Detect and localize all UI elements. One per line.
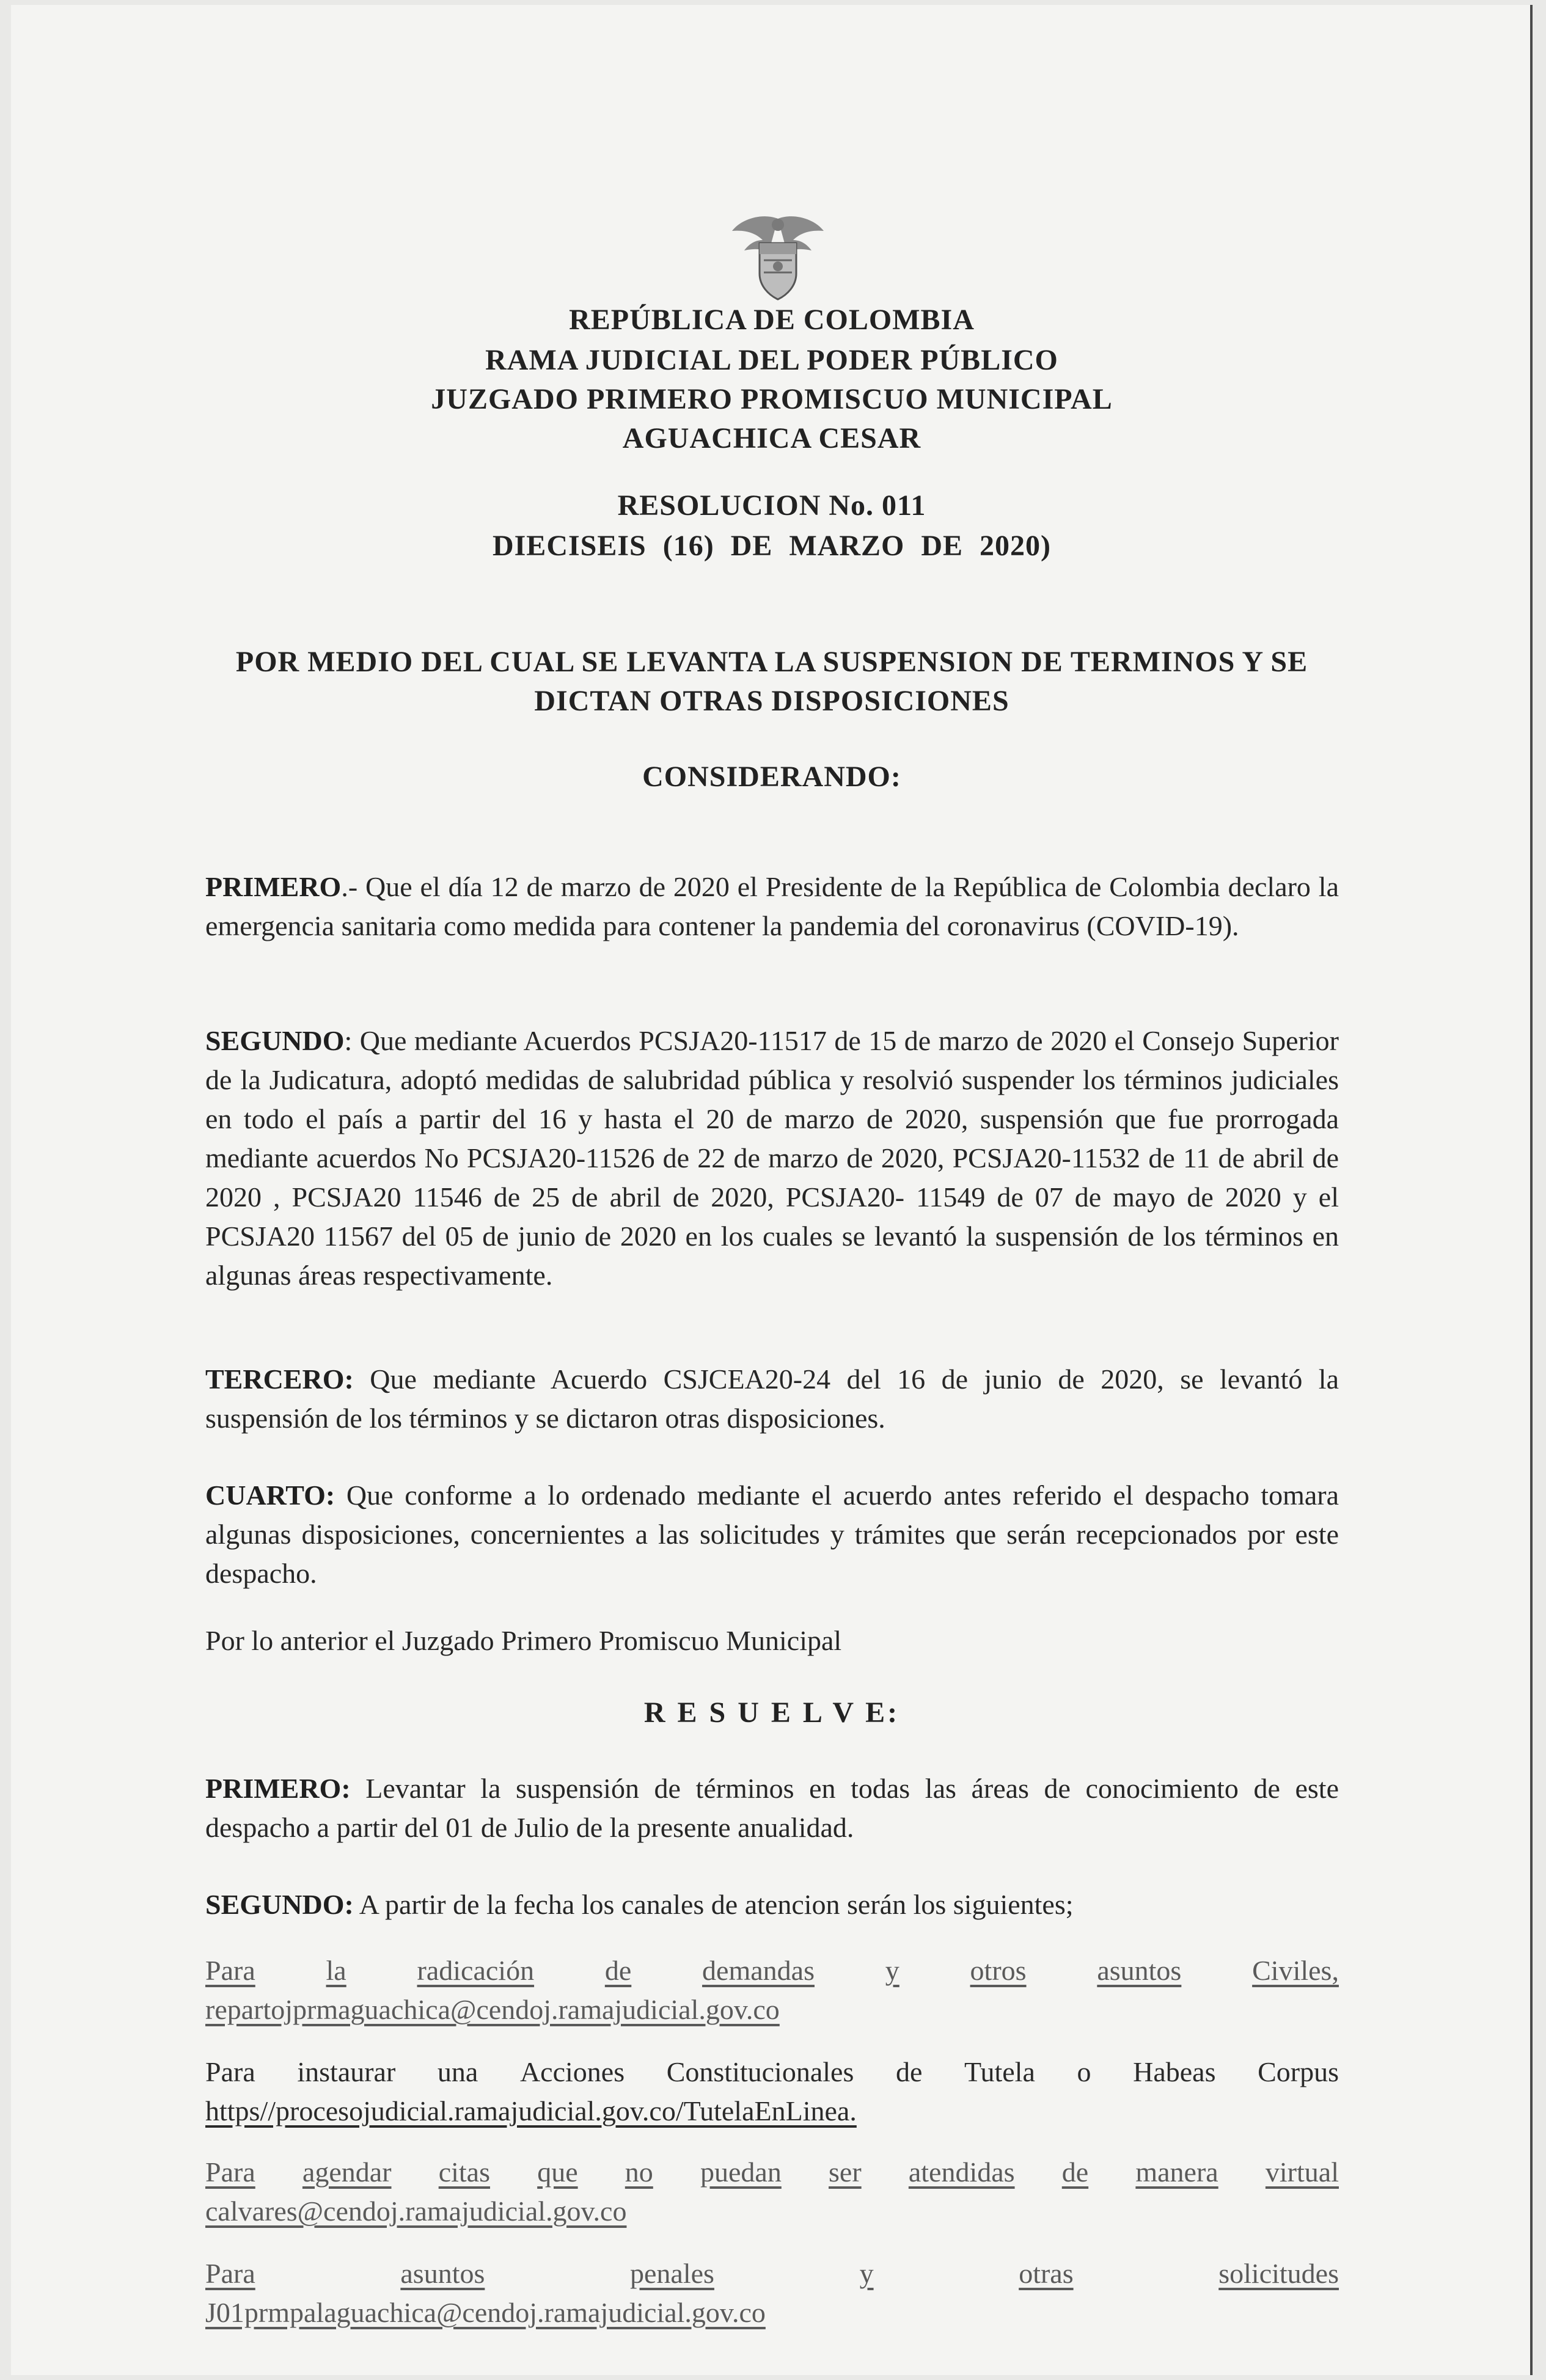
channel-description — [205, 1951, 1339, 1990]
channel-word: o — [1077, 2056, 1091, 2087]
channel-word: ser — [829, 2156, 862, 2188]
considering-heading: CONSIDERANDO: — [642, 761, 901, 793]
channel-word: de — [1061, 2156, 1089, 2188]
consideration-segundo — [205, 1021, 1339, 1295]
consideration-sep: .- — [341, 871, 366, 902]
channel-appointments — [205, 2153, 1339, 2231]
channel-word: Para — [205, 2156, 255, 2188]
channel-tutela — [205, 2053, 1339, 2131]
header-court: JUZGADO PRIMERO PROMISCUO MUNICIPAL — [431, 383, 1113, 415]
channel-word: Habeas — [1133, 2056, 1216, 2087]
channel-description — [205, 2254, 1339, 2293]
channel-word: Constitucionales — [666, 2056, 854, 2087]
channel-word: manera — [1135, 2156, 1218, 2188]
consideration-cuarto — [205, 1476, 1339, 1593]
resolves-heading: R E S U E L V E: — [643, 1696, 900, 1729]
channel-word: de — [604, 1955, 632, 1986]
channel-word: solicitudes — [1218, 2258, 1339, 2289]
channel-civil — [205, 1951, 1339, 2029]
channel-word: asuntos — [1097, 1955, 1182, 1986]
resolution-primero — [205, 1769, 1339, 1847]
channel-criminal — [205, 2254, 1339, 2332]
resolution-text: A partir de la fecha los canales de atencion serán los siguientes; — [359, 1889, 1074, 1920]
channel-word: y — [859, 2258, 874, 2289]
consideration-sep — [335, 1480, 346, 1511]
channel-word: instaurar — [297, 2056, 396, 2087]
preamble: Por lo anterior el Juzgado Primero Promiscuo Municipal — [205, 1625, 842, 1656]
document-page — [11, 5, 1533, 2375]
subject-line-1: POR MEDIO DEL CUAL SE LEVANTA LA SUSPENSION DE TERMINOS Y SE — [235, 646, 1308, 678]
consideration-text: Que mediante Acuerdos PCSJA20-11517 de 15 de marzo de 2020 el Consejo Superior de la Judicatura, adoptó medidas de salubridad pública y resolvió suspender los términos judiciales en todo el país a partir del 16 y hasta el 20 de marzo de 2020, suspensión que fue prorrogada mediante acuerdos No PCSJA20-11526 de 22 de marzo de 2020, PCSJA20-11532 de 11 de abril de 2020 , PCSJA20 11546 de 25 de abril de 2020, PCSJA20- 11549 de 07 de mayo de 2020 y el PCSJA20 11567 del 05 de junio de 2020 en los cuales se levantó la suspensión de los términos en algunas áreas respectivamente. — [205, 1025, 1339, 1291]
channel-word: la — [326, 1955, 346, 1986]
channel-email-link[interactable]: repartojprmaguachica@cendoj.ramajudicial.gov.co — [205, 1994, 780, 2025]
channel-word: Civiles, — [1252, 1955, 1339, 1986]
consideration-text: Que mediante Acuerdo CSJCEA20-24 del 16 de junio de 2020, se levantó la suspensión de los términos y se dictaron otras disposiciones. — [205, 1363, 1339, 1434]
channel-word: no — [625, 2156, 653, 2188]
consideration-text: Que el día 12 de marzo de 2020 el Presidente de la República de Colombia declaro la emergencia sanitaria como medida para contener la pandemia del coronavirus (COVID-19). — [205, 871, 1339, 941]
channel-word: Para — [205, 1955, 255, 1986]
channel-word: penales — [630, 2258, 714, 2289]
subject-line-2: DICTAN OTRAS DISPOSICIONES — [534, 685, 1009, 717]
channel-word: otras — [1019, 2258, 1074, 2289]
channel-word: virtual — [1265, 2156, 1339, 2188]
header-country: REPÚBLICA DE COLOMBIA — [569, 304, 975, 336]
resolution-label: SEGUNDO: — [205, 1889, 354, 1920]
resolution-text: Levantar la suspensión de términos en todas las áreas de conocimiento de este despacho a partir del 01 de Julio de la presente anualidad. — [205, 1773, 1339, 1843]
channel-word: y — [885, 1955, 899, 1986]
channel-word: atendidas — [908, 2156, 1015, 2188]
channel-word: Corpus — [1258, 2056, 1339, 2087]
channel-word: que — [537, 2156, 578, 2188]
resolution-date: DIECISEIS (16) DE MARZO DE 2020) — [492, 530, 1052, 562]
consideration-label: CUARTO: — [205, 1480, 335, 1511]
consideration-sep — [354, 1363, 370, 1395]
channel-word: Para — [205, 2258, 255, 2289]
channel-description — [205, 2053, 1339, 2092]
consideration-sep: : — [344, 1025, 360, 1056]
channel-word: de — [895, 2056, 923, 2087]
resolution-label: PRIMERO: — [205, 1773, 351, 1804]
resolution-segundo — [205, 1885, 1339, 1924]
channel-word: Acciones — [519, 2056, 625, 2087]
header-branch: RAMA JUDICIAL DEL PODER PÚBLICO — [485, 344, 1058, 376]
channel-word: radicación — [417, 1955, 535, 1986]
channel-email-link[interactable]: calvares@cendoj.ramajudicial.gov.co — [205, 2196, 627, 2227]
consideration-primero — [205, 867, 1339, 946]
channel-word: citas — [438, 2156, 490, 2188]
resolution-number: RESOLUCION No. 011 — [617, 489, 926, 522]
channel-word: asuntos — [400, 2258, 485, 2289]
consideration-label: TERCERO: — [205, 1363, 354, 1395]
coat-of-arms-seal — [726, 213, 830, 304]
channel-word: agendar — [302, 2156, 392, 2188]
consideration-label: PRIMERO — [205, 871, 342, 902]
channel-web-link[interactable]: https//procesojudicial.ramajudicial.gov.co/TutelaEnLinea. — [205, 2095, 857, 2126]
channel-word: otros — [970, 1955, 1027, 1986]
channel-word: Para — [205, 2056, 255, 2087]
channel-word: una — [437, 2056, 478, 2087]
channel-word: Tutela — [964, 2056, 1035, 2087]
header-city: AGUACHICA CESAR — [622, 422, 921, 454]
channel-word: demandas — [702, 1955, 815, 1986]
consideration-label: SEGUNDO — [205, 1025, 345, 1056]
consideration-text: Que conforme a lo ordenado mediante el acuerdo antes referido el despacho tomara algunas disposiciones, concernientes a las solicitudes y trámites que serán recepcionados por este despacho. — [205, 1480, 1339, 1589]
channel-email-link[interactable]: J01prmpalaguachica@cendoj.ramajudicial.gov.co — [205, 2297, 766, 2328]
channel-description — [205, 2153, 1339, 2192]
channel-word: puedan — [700, 2156, 782, 2188]
consideration-tercero — [205, 1360, 1339, 1438]
